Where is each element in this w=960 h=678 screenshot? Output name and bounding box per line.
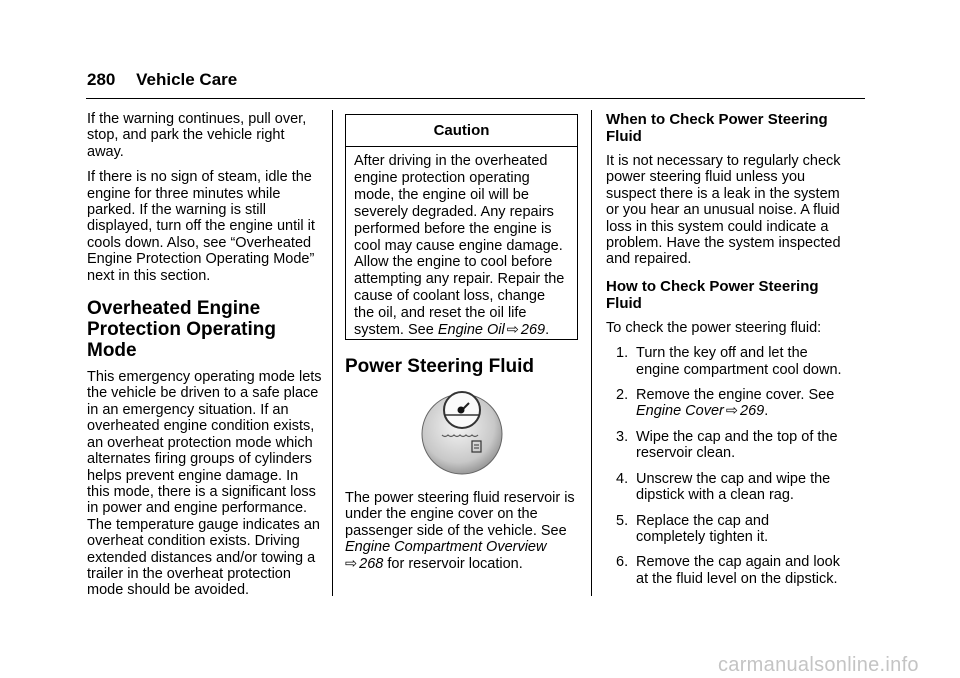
page-arrow-icon: ⇨ [725, 403, 739, 420]
list-item [606, 513, 842, 546]
section-heading: Power Steering Fluid [345, 356, 534, 377]
step-text: Wipe the cap and the top of the reservoir clean. [636, 428, 838, 462]
paragraph: If there is no sign of steam, idle the engine for three minutes while parked. If the warning is still displayed, turn off the engine until it cools down. Also, see “Overheated Engine Protection Operating Mode” next in this section. [87, 169, 315, 284]
column-3 [606, 111, 842, 596]
caution-title: Caution [346, 115, 577, 147]
caution-body: After driving in the overheated engine protection operating mode, the engine oil will be severely degraded. Any repairs performed before the engine is cool may cause engine damage. Allow the engine to cool before attempting any repair. Repair the cause of coolant loss, change the oil, and reset the oil life system. See Engine Oil ⇨ 269. [354, 153, 565, 339]
page-ref[interactable]: 268 [359, 555, 384, 572]
steps-list [606, 345, 842, 587]
header-rule [86, 98, 865, 99]
paragraph: This emergency operating mode lets the vehicle be driven to a safe place in an emergency situation. If an overheated engine condition exists, an overheat protection mode which alternates firing groups of cylinders helps prevent engine damage. In this mode, there is a significant loss in power and engine performance. The temperature gauge indicates an overheat condition exists. Driving extended distances and/or towing a trailer in the overheat protection mode should be avoided. [87, 369, 322, 599]
paragraph-text: The power steering fluid reservoir is under the engine cover on the passenger side of the vehicle. See [345, 490, 575, 539]
page-number: 280 [87, 70, 116, 89]
list-item: 2. Remove the engine cover. See Engine Cover ⇨ 269. [616, 387, 835, 420]
power-steering-fluid-svg [345, 378, 581, 490]
caution-see: See [407, 322, 434, 339]
engine-cover-link[interactable]: Engine Cover [636, 403, 724, 420]
step-number: 5. [616, 512, 629, 529]
page-ref[interactable]: 269 [520, 322, 546, 339]
engine-oil-link[interactable]: Engine Oil [437, 322, 505, 339]
step-text: Remove the cap again and look at the fluid level on the dipstick. [636, 554, 840, 587]
watermark: carmanualsonline.info [718, 654, 919, 676]
step-number: 6. [616, 554, 629, 571]
caution-text: After driving in the overheated engine protection operating mode, the engine oil will be severely degraded. Any repairs performed before the engine is cool may cause engine damage. Allow the engine to cool before attempting any repair. Repair the cause of coolant loss, change the oil, and reset the oil life system. [354, 153, 565, 339]
page-ref[interactable]: 269 [740, 403, 765, 420]
section-heading: Overheated Engine Protection Operating Mode [87, 298, 276, 362]
engine-compartment-link[interactable]: Engine Compartment Overview [345, 539, 547, 556]
list-item [606, 345, 842, 378]
step-number: 1. [616, 345, 629, 362]
page-arrow-icon: ⇨ [345, 555, 358, 572]
list-item [606, 554, 842, 587]
step-text: Unscrew the cap and wipe the dipstick with a clean rag. [636, 470, 831, 504]
step-text: Replace the cap and completely tighten it. [636, 512, 770, 545]
paragraph: It is not necessary to regularly check power steering fluid unless you suspect there is a leak in the system or you hear an unusual noise. A fluid loss in this system could indicate a problem. Have the system inspected and repaired. [606, 153, 841, 268]
step-number: 2. [616, 387, 629, 404]
paragraph: If the warning continues, pull over, stop, and park the vehicle right away. [87, 111, 307, 160]
caution-box [345, 114, 578, 340]
column-1 [87, 111, 323, 608]
step-text: Remove the engine cover. See [636, 387, 835, 404]
page-header [87, 70, 237, 90]
step-text: Turn the key off and let the engine compartment cool down. [636, 345, 842, 378]
section-title: Vehicle Care [136, 70, 238, 89]
subsection-heading: How to Check Power Steering Fluid [606, 277, 819, 312]
paragraph: To check the power steering fluid: [606, 319, 822, 336]
list-item [606, 429, 842, 462]
column-2 [345, 356, 581, 581]
page-arrow-icon: ⇨ [506, 322, 519, 339]
step-number: 4. [616, 470, 629, 487]
column-divider-2 [591, 110, 592, 596]
column-divider-1 [332, 110, 333, 596]
paragraph [345, 490, 581, 572]
subsection-heading: When to Check Power Steering Fluid [606, 111, 828, 145]
list-item [606, 471, 842, 504]
paragraph-tail: for reservoir location. [387, 555, 523, 572]
power-steering-fluid-icon [345, 378, 581, 490]
step-number: 3. [616, 428, 629, 445]
